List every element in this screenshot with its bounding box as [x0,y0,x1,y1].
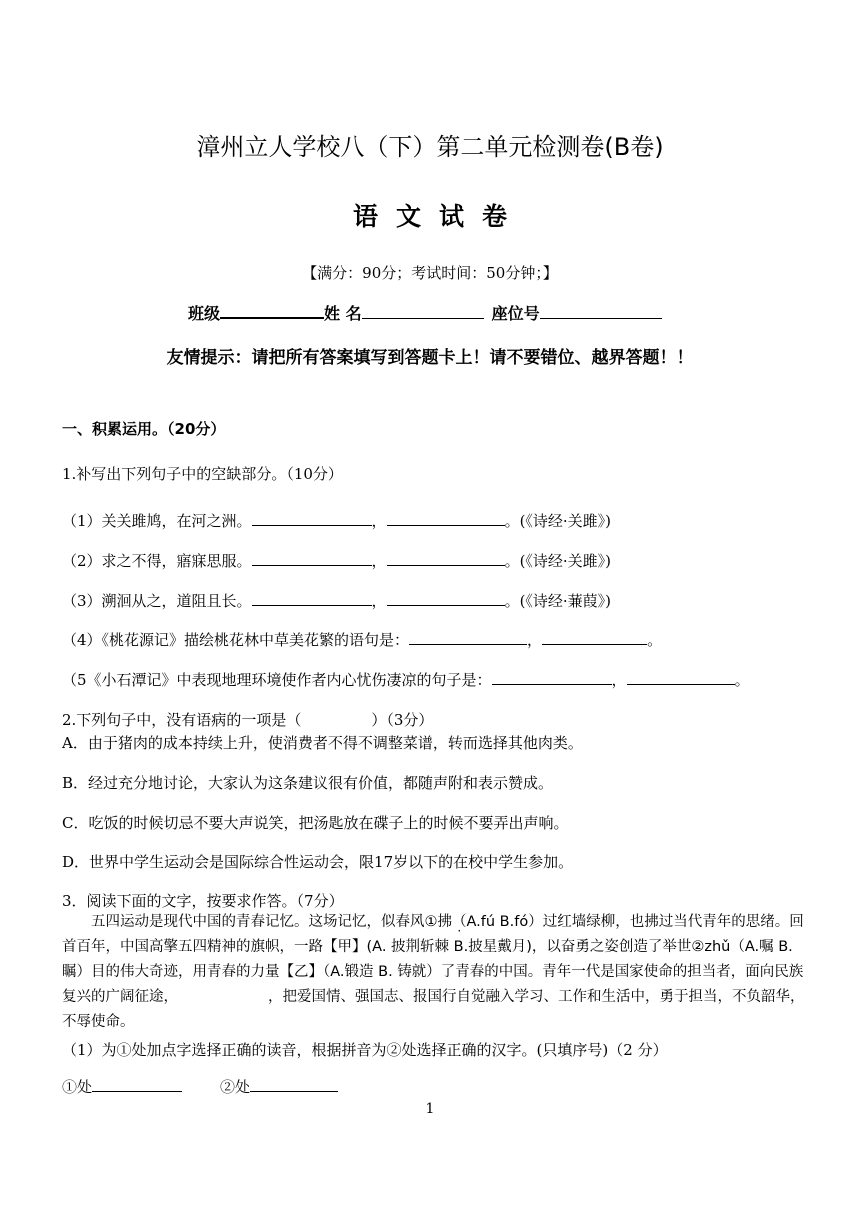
score-info: 【满分：90分；考试时间：50分钟；】 [302,264,558,282]
q2-option-c: C．吃饭的时候切忌不要大声说笑，把汤匙放在碟子上的时候不要弄出声响。 [62,814,569,832]
q1-item-3-text: （3）溯洄从之，道阻且长。 [62,592,252,610]
answer-blank [250,1077,338,1092]
exam-subtitle: 语文试卷 [352,202,525,231]
answer-blank [252,551,372,566]
answer-blank [252,511,372,526]
q1-item-3: （3）溯洄从之，道阻且长。 ， 。(《诗经·蒹葭》) [62,592,612,610]
friendly-tip: 友情提示：请把所有答案填写到答题卡上！请不要错位、越界答题！！ [166,348,694,368]
answer-blank [542,630,647,645]
passage-part-2: （A.fú B.fó）过红墙绿柳，也拂过当代青年的思绪。回首百年，中国高擎五四精神的旗帜，一路【甲】(A. 披荆斩棘 B.披星戴月)，以奋勇之姿创造了举世②zhǔ（A.嘱 B.瞩）目的伟大奇迹，用青春的力量【乙】（A.锻造 B. 铸就）了青春的中国。青年一代是国家使命的担当者，面向民族复兴的广阔征途， [62,914,804,1005]
q1-item-5-source: 。 [734,671,750,689]
answer-blank [387,511,505,526]
student-info-line [188,301,662,324]
answer-blank [387,551,505,566]
name-label: 姓 名 [324,304,362,323]
q3-answer-line [62,1076,338,1097]
seat-label: 座位号 [491,304,540,323]
q1-item-2-text: （2）求之不得，寤寐思服。 [62,552,252,570]
section-heading: 一、积累运用。（20分） [62,420,226,438]
answer-blank [492,670,612,685]
q1-item-1-text: （1）关关雎鸠，在河之洲。 [62,512,252,530]
page-number: 1 [425,1101,435,1117]
class-label: 班级 [188,304,221,323]
seat-blank [540,303,662,319]
passage-part-1: 五四运动是现代中国的青春记忆。这场记忆，似春风① [91,914,438,930]
q1-item-2-source: 。(《诗经·关雎》) [504,552,612,570]
class-blank [220,302,324,319]
q3-stem: 3．阅读下面的文字，按要求作答。（7分） [62,892,344,910]
q3-sub1: （1）为①处加点字选择正确的读音，根据拼音为②处选择正确的汉字。(只填序号)（2 分） [62,1041,668,1059]
q3-passage [62,910,806,1035]
name-blank [362,303,484,319]
q1-item-4: （4）《桃花源记》描绘桃花林中草美花繁的语句是： ， 。 [62,631,663,649]
q1-item-1: （1）关关雎鸠，在河之洲。 ， 。(《诗经·关雎》) [62,512,612,530]
answer-blank [92,1077,182,1092]
q1-item-4-source: 。 [647,631,663,649]
exam-title: 漳州立人学校八（下）第二单元检测卷(B卷) [196,133,664,161]
q2-stem-end: ）（3分） [371,711,434,729]
q1-stem: 1.补写出下列句子中的空缺部分。（10分） [62,465,343,483]
q1-item-5-text: （5《小石潭记》中表现地理环境使作者内心忧伤凄凉的句子是： [62,671,492,689]
q2-option-d: D．世界中学生运动会是国际综合性运动会，限17岁以下的在校中学生参加。 [62,853,574,871]
answer-blank [409,630,527,645]
answer-blank [627,670,735,685]
q2-stem-text: 2.下列句子中，没有语病的一项是（ [62,711,302,729]
answer-label-1: ①处 [62,1078,93,1096]
q2-option-b: B．经过充分地讨论，大家认为这条建议很有价值，都随声附和表示赞成。 [62,774,554,792]
answer-blank [387,591,505,606]
q1-item-4-text: （4）《桃花源记》描绘桃花林中草美花繁的语句是： [62,631,410,649]
q1-item-1-source: 。(《诗经·关雎》) [504,512,612,530]
q1-item-2: （2）求之不得，寤寐思服。 ， 。(《诗经·关雎》) [62,552,612,570]
dotted-character: 拂 [437,914,452,930]
answer-blank [252,591,372,606]
answer-label-2: ②处 [220,1078,251,1096]
passage-part-3: ，把爱国情、强国志、报国行自觉融入学习、工作和生活中，勇于担当，不负韶华，不辱使命。 [62,989,805,1030]
q1-item-3-source: 。(《诗经·蒹葭》) [504,592,612,610]
q2-option-a: A．由于猪肉的成本持续上升，使消费者不得不调整菜谱，转而选择其他肉类。 [62,734,583,752]
q1-item-5: （5《小石潭记》中表现地理环境使作者内心忧伤凄凉的句子是： ， 。 [62,671,750,689]
q2-stem [62,709,433,730]
